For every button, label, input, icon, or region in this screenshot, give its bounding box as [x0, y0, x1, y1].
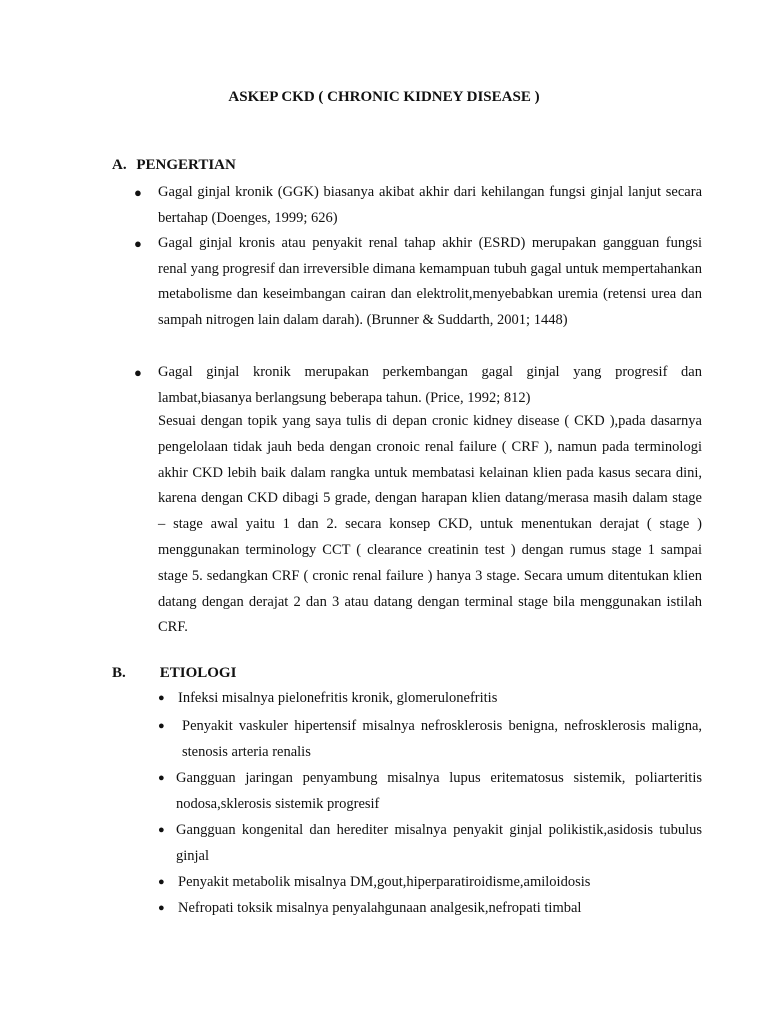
list-item: Gangguan kongenital dan herediter misalnya penyakit ginjal polikistik,asidosis tubulus ginjal [176, 822, 702, 864]
bullet-icon: ● [158, 876, 165, 888]
section-b-title: ETIOLOGI [159, 665, 237, 681]
section-a-title: PENGERTIAN [136, 157, 236, 173]
list-item: Infeksi misalnya pielonefritis kronik, glomerulonefritis [178, 690, 498, 706]
list-item: Gagal ginjal kronik (GGK) biasanya akibat akhir dari kehilangan fungsi ginjal lanjut secara bertahap (Doenges, 1999; 626) [158, 184, 702, 226]
section-a-heading [112, 157, 236, 174]
bullet-icon: ● [134, 185, 142, 200]
bullet-icon: ● [158, 772, 165, 784]
bullet-icon: ● [134, 365, 142, 380]
bullet-icon: ● [134, 236, 142, 251]
section-b-letter: B. [112, 665, 126, 681]
list-item: Penyakit metabolik misalnya DM,gout,hiperparatiroidisme,amiloidosis [178, 874, 591, 890]
list-item: Penyakit vaskuler hipertensif misalnya nefrosklerosis benigna, nefrosklerosis maligna, stenosis arteria renalis [182, 718, 702, 760]
section-b-heading [112, 665, 236, 682]
section-a-paragraph: Sesuai dengan topik yang saya tulis di depan cronic kidney disease ( CKD ),pada dasarnya pengelolaan tidak jauh beda dengan cronoic renal failure ( CRF ), namun pada terminologi akhir CKD lebih baik dalam rangka untuk membatasi kelainan klien pada kasus secara dini, karena dengan CKD dibagi 5 grade, dengan harapan klien datang/merasa masih dalam stage – stage awal yaitu 1 dan 2. secara konsep CKD, untuk menentukan derajat ( stage ) menggunakan terminology CCT ( clearance creatinin test ) dengan rumus stage 1 sampai stage 5. sedangkan CRF ( cronic renal failure ) hanya 3 stage. Secara umum ditentukan klien datang dengan derajat 2 dan 3 atau datang dengan terminal stage bila menggunakan istilah CRF. [158, 413, 702, 636]
list-item: Gagal ginjal kronis atau penyakit renal tahap akhir (ESRD) merupakan gangguan fungsi renal yang progresif dan irreversible dimana kemampuan tubuh gagal untuk mempertahankan metabolisme dan keseimbangan cairan dan elektrolit,menyebabkan uremia (retensi urea dan sampah nitrogen lain dalam darah). (Brunner & Suddarth, 2001; 1448) [158, 235, 702, 328]
bullet-icon: ● [158, 824, 165, 836]
list-item: Nefropati toksik misalnya penyalahgunaan analgesik,nefropati timbal [178, 900, 582, 916]
list-item: Gagal ginjal kronik merupakan perkembangan gagal ginjal yang progresif dan lambat,biasanya berlangsung beberapa tahun. (Price, 1992; 812) [158, 364, 702, 406]
bullet-icon: ● [158, 692, 165, 704]
bullet-icon: ● [158, 902, 165, 914]
section-a-letter: A. [112, 157, 127, 173]
bullet-icon: ● [158, 720, 165, 732]
list-item: Gangguan jaringan penyambung misalnya lupus eritematosus sistemik, poliarteritis nodosa,sklerosis sistemik progresif [176, 770, 702, 812]
document-title: ASKEP CKD ( CHRONIC KIDNEY DISEASE ) [228, 89, 540, 105]
